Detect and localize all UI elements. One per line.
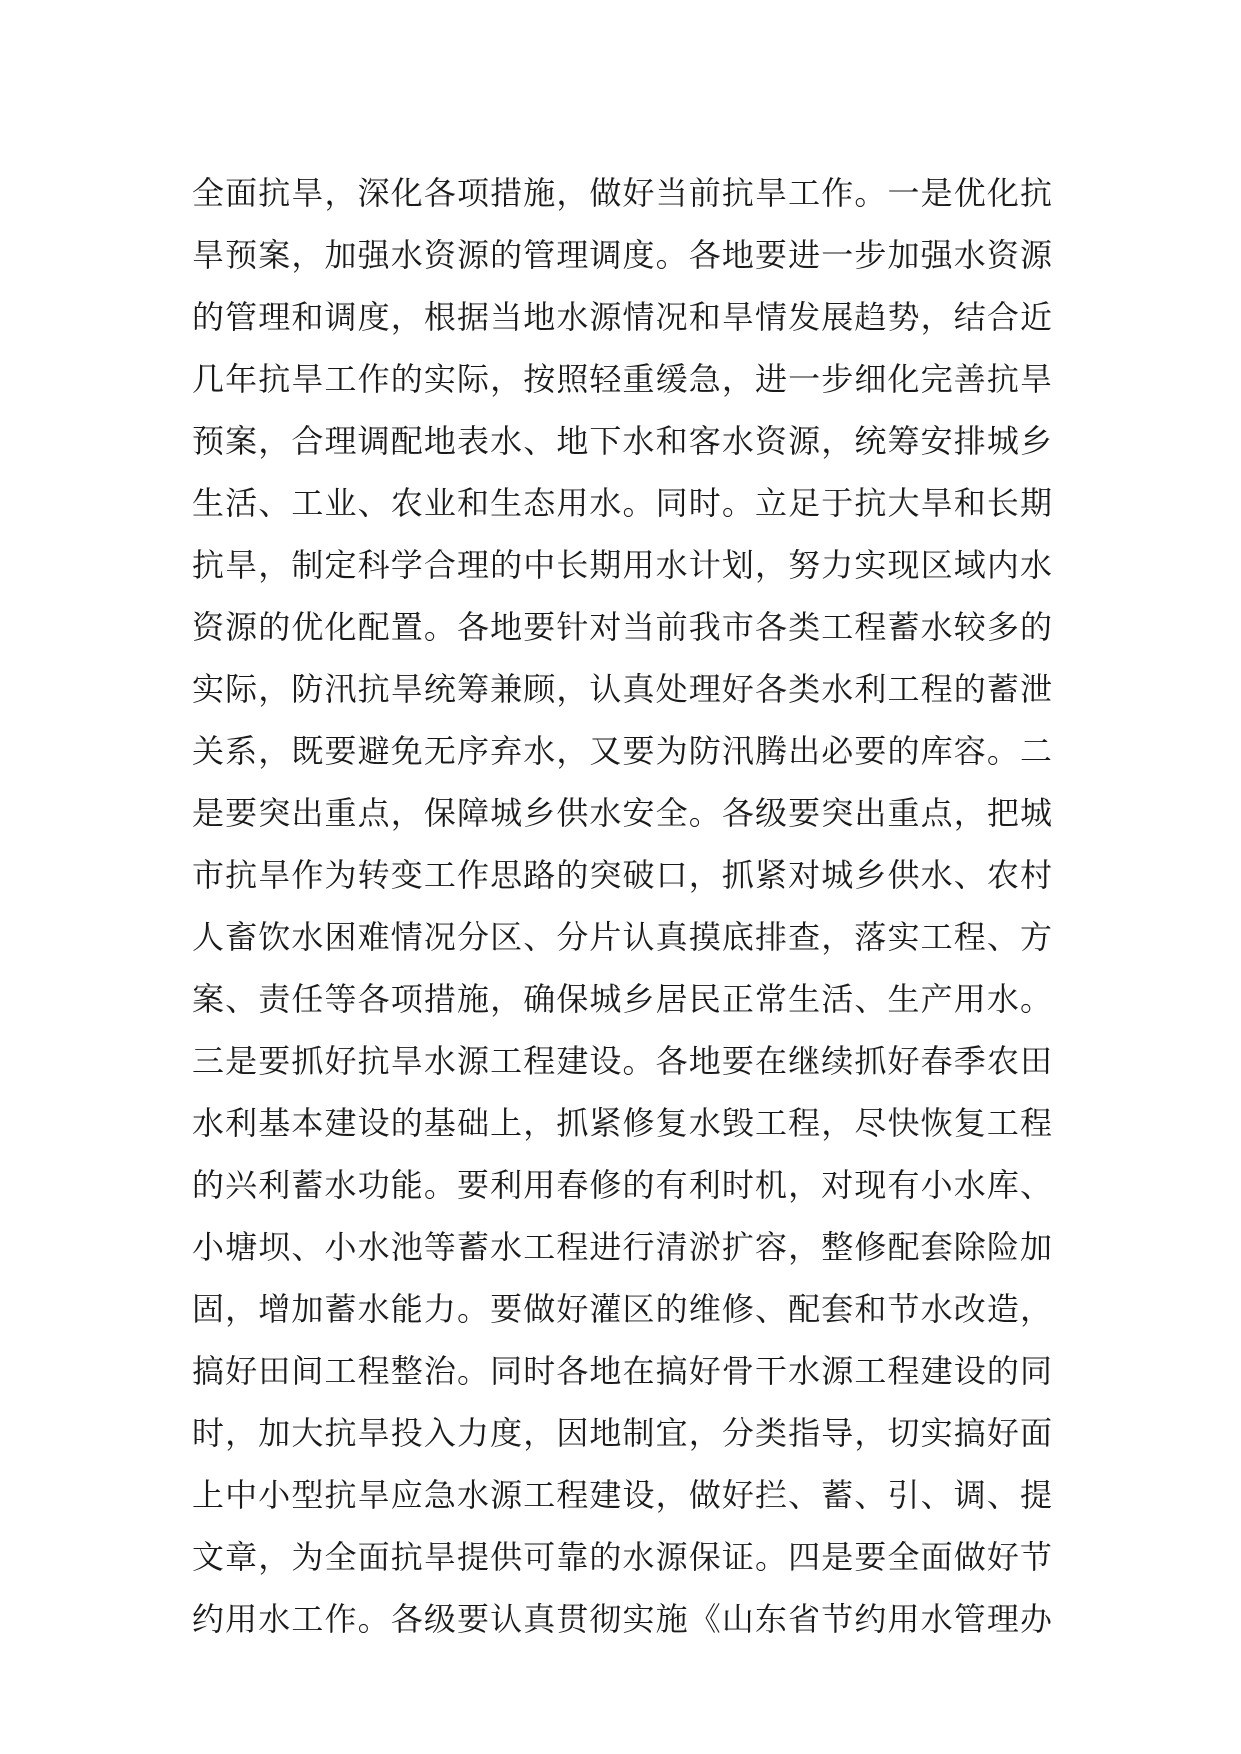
text-line: 旱预案，加强水资源的管理调度。各地要进一步加强水资源: [192, 236, 1052, 274]
text-line: 预案，合理调配地表水、地下水和客水资源，统筹安排城乡: [192, 422, 1052, 460]
text-line: 的兴利蓄水功能。要利用春修的有利时机，对现有小水库、: [192, 1166, 1052, 1204]
text-line: 市抗旱作为转变工作思路的突破口，抓紧对城乡供水、农村: [192, 856, 1052, 894]
text-line: 生活、工业、农业和生态用水。同时。立足于抗大旱和长期: [192, 484, 1052, 522]
text-line: 抗旱，制定科学合理的中长期用水计划，努力实现区域内水: [192, 546, 1052, 584]
text-line: 人畜饮水困难情况分区、分片认真摸底排查，落实工程、方: [192, 918, 1052, 956]
text-line: 是要突出重点，保障城乡供水安全。各级要突出重点，把城: [192, 794, 1052, 832]
text-line: 文章，为全面抗旱提供可靠的水源保证。四是要全面做好节: [192, 1538, 1052, 1576]
body-text: [192, 162, 1052, 1650]
text-line: 案、责任等各项措施，确保城乡居民正常生活、生产用水。: [192, 980, 1052, 1018]
text-line: 上中小型抗旱应急水源工程建设，做好拦、蓄、引、调、提: [192, 1476, 1052, 1514]
text-line: 的管理和调度，根据当地水源情况和旱情发展趋势，结合近: [192, 298, 1052, 336]
text-line: 约用水工作。各级要认真贯彻实施《山东省节约用水管理办: [192, 1600, 1052, 1638]
text-line: 固，增加蓄水能力。要做好灌区的维修、配套和节水改造，: [192, 1290, 1052, 1328]
text-line: 实际，防汛抗旱统筹兼顾，认真处理好各类水利工程的蓄泄: [192, 670, 1052, 708]
text-line: 搞好田间工程整治。同时各地在搞好骨干水源工程建设的同: [192, 1352, 1052, 1390]
text-line: 时，加大抗旱投入力度，因地制宜，分类指导，切实搞好面: [192, 1414, 1052, 1452]
text-line: 资源的优化配置。各地要针对当前我市各类工程蓄水较多的: [192, 608, 1052, 646]
text-line: 三是要抓好抗旱水源工程建设。各地要在继续抓好春季农田: [192, 1042, 1052, 1080]
text-line: 全面抗旱，深化各项措施，做好当前抗旱工作。一是优化抗: [192, 174, 1052, 212]
text-line: 水利基本建设的基础上，抓紧修复水毁工程，尽快恢复工程: [192, 1104, 1052, 1142]
text-line: 关系，既要避免无序弃水，又要为防汛腾出必要的库容。二: [192, 732, 1052, 770]
text-line: 小塘坝、小水池等蓄水工程进行清淤扩容，整修配套除险加: [192, 1228, 1052, 1266]
text-line: 几年抗旱工作的实际，按照轻重缓急，进一步细化完善抗旱: [192, 360, 1052, 398]
